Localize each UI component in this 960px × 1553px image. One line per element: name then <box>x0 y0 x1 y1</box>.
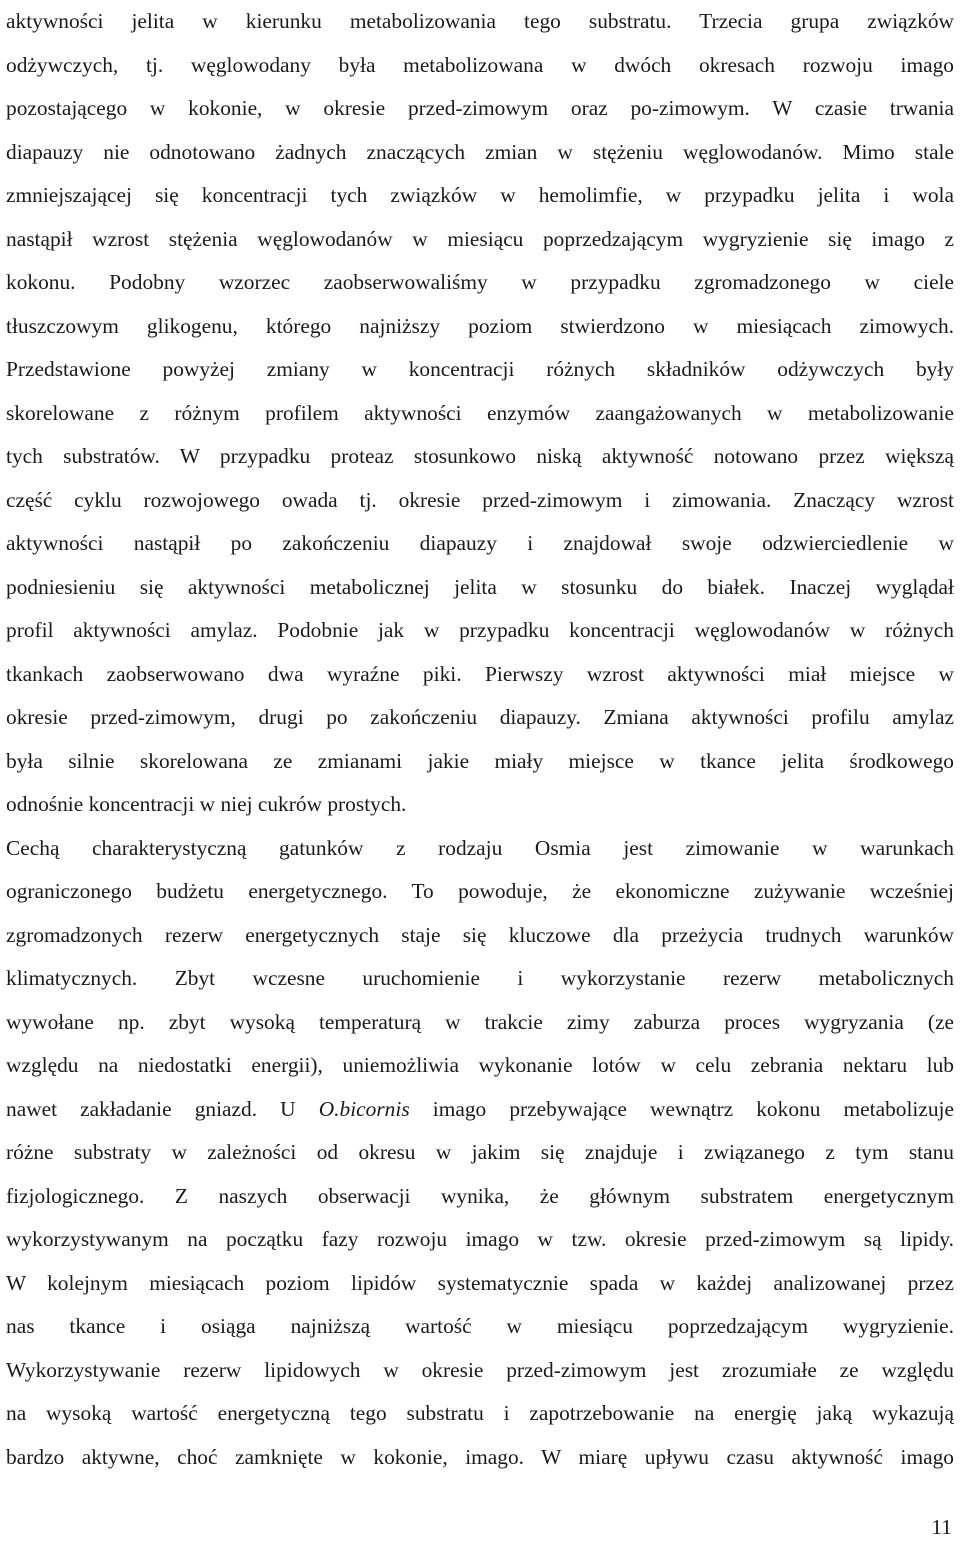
text-line: tkankach zaobserwowano dwa wyraźne piki. Pierwszy wzrost aktywności miał miejsce w <box>6 661 954 686</box>
text-line: skorelowane z różnym profilem aktywności enzymów zaangażowanych w metabolizowanie <box>6 400 954 425</box>
text-line: nastąpił wzrost stężenia węglowodanów w miesiącu poprzedzającym wygryzienie się imago z <box>6 226 954 251</box>
text-line: tłuszczowym glikogenu, którego najniższy poziom stwierdzono w miesiącach zimowych. <box>6 313 954 338</box>
page-number: 11 <box>931 1515 952 1539</box>
text-line: profil aktywności amylaz. Podobnie jak w przypadku koncentracji węglowodanów w różnych <box>6 618 954 642</box>
text-line: aktywności jelita w kierunku metabolizowania tego substratu. Trzecia grupa związków <box>6 9 954 33</box>
text-line: była silnie skorelowana ze zmianami jakie miały miejsce w tkance jelita środkowego <box>6 748 954 773</box>
text-line: Przedstawione powyżej zmiany w koncentracji różnych składników odżywczych były <box>6 357 954 381</box>
text-line: ograniczonego budżetu energetycznego. To powoduje, że ekonomiczne zużywanie wcześniej <box>6 879 954 903</box>
text-line: odnośnie koncentracji w niej cukrów prostych. <box>6 792 407 816</box>
text-line: bardzo aktywne, choć zamknięte w kokonie, imago. W miarę upływu czasu aktywność imago <box>6 1444 954 1469</box>
text-line: na wysoką wartość energetyczną tego substratu i zapotrzebowanie na energię jaką wykazują <box>6 1401 954 1425</box>
text-line: część cyklu rozwojowego owada tj. okresie przed-zimowym i zimowania. Znaczący wzrost <box>6 487 954 512</box>
text-line: kokonu. Podobny wzorzec zaobserwowaliśmy w przypadku zgromadzonego w ciele <box>6 270 954 294</box>
text-line: zgromadzonych rezerw energetycznych staje się kluczowe dla przeżycia trudnych warunków <box>6 922 954 947</box>
text-line: różne substraty w zależności od okresu w jakim się znajduje i związanego z tym stanu <box>6 1140 954 1164</box>
text-line-species <box>6 1088 954 1132</box>
text-line: okresie przed-zimowym, drugi po zakończeniu diapauzy. Zmiana aktywności profilu amylaz <box>6 705 954 729</box>
text-line: wywołane np. zbyt wysoką temperaturą w trakcie zimy zaburza proces wygryzania (ze <box>6 1009 954 1034</box>
text-line: Cechą charakterystyczną gatunków z rodzaju Osmia jest zimowanie w warunkach <box>6 835 954 860</box>
text-line: W kolejnym miesiącach poziom lipidów systematycznie spada w każdej analizowanej przez <box>6 1270 954 1295</box>
text-line: aktywności nastąpił po zakończeniu diapauzy i znajdował swoje odzwierciedlenie w <box>6 531 954 555</box>
text-line: względu na niedostatki energii), uniemożliwia wykonanie lotów w celu zebrania nektaru lub <box>6 1053 954 1077</box>
text-line: klimatycznych. Zbyt wczesne uruchomienie i wykorzystanie rezerw metabolicznych <box>6 966 954 990</box>
text-segment: nawet zakładanie gniazd. U <box>6 1096 319 1121</box>
text-line: podniesieniu się aktywności metabolicznej jelita w stosunku do białek. Inaczej wyglądał <box>6 574 954 599</box>
text-line: diapauzy nie odnotowano żadnych znaczących zmian w stężeniu węglowodanów. Mimo stale <box>6 139 954 164</box>
text-line: Wykorzystywanie rezerw lipidowych w okresie przed-zimowym jest zrozumiałe ze względu <box>6 1357 954 1382</box>
text-line: pozostającego w kokonie, w okresie przed-zimowym oraz po-zimowym. W czasie trwania <box>6 96 954 120</box>
text-line: fizjologicznego. Z naszych obserwacji wynika, że głównym substratem energetycznym <box>6 1183 954 1208</box>
text-line: zmniejszającej się koncentracji tych związków w hemolimfie, w przypadku jelita i wola <box>6 183 954 207</box>
document-body <box>6 0 954 1479</box>
text-line: nas tkance i osiąga najniższą wartość w miesiącu poprzedzającym wygryzienie. <box>6 1314 954 1338</box>
text-line: wykorzystywanym na początku fazy rozwoju imago w tzw. okresie przed-zimowym są lipidy. <box>6 1227 954 1251</box>
paragraph-metabolism <box>6 0 954 827</box>
text-line: odżywczych, tj. węglowodany była metabolizowana w dwóch okresach rozwoju imago <box>6 52 954 77</box>
text-segment: imago przebywające wewnątrz kokonu metabolizuje <box>409 1096 954 1121</box>
text-line: tych substratów. W przypadku proteaz stosunkowo niską aktywność notowano przez większą <box>6 444 954 468</box>
species-name: O.bicornis <box>318 1096 410 1121</box>
paragraph-osmia-overwintering <box>6 827 954 1480</box>
